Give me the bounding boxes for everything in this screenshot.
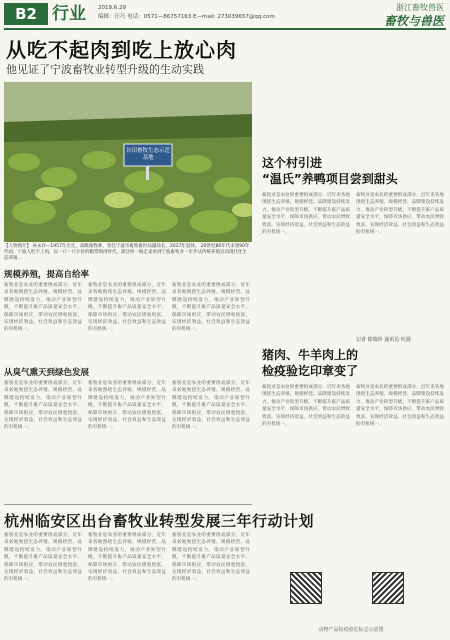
masthead-info [98, 4, 275, 22]
section-name: 行业 [52, 4, 86, 24]
bottom-col-3: 畜牧业是农业的重要组成部分，近年来各地围绕生态养殖、规模经营、品牌建设持续发力，推动产业转型升级，不断提升畜产品质量安全水平，保障市场供应，带动农民增收致富，实现经济效益、社会效益和生态效益的有机统一。 [172, 533, 250, 583]
sidebar-title-2: “温氏”养鸭项目尝到甜头 [262, 172, 398, 186]
lead-photo [4, 82, 252, 242]
masthead-brand [384, 2, 444, 28]
lead-col-2: 畜牧业是农业的重要组成部分，近年来各地围绕生态养殖、规模经营、品牌建设持续发力，推动产业转型升级，不断提升畜产品质量安全水平，保障市场供应，带动农民增收致富，实现经济效益、社会效益和生态效益的有机统一。 [88, 283, 166, 333]
inspection-stamp-image-1 [290, 572, 322, 604]
sidebar-col-2: 畜牧业是农业的重要组成部分，近年来各地围绕生态养殖、规模经营、品牌建设持续发力，推动产业转型升级，不断提升畜产品质量安全水平，保障市场供应，带动农民增收致富，实现经济效益、社会效益和生态效益的有机统一。 [356, 193, 444, 236]
sidebar-title-3: 猪肉、牛羊肉上的 [262, 348, 359, 362]
lead-col-5: 畜牧业是农业的重要组成部分，近年来各地围绕生态养殖、规模经营、品牌建设持续发力，推动产业转型升级，不断提升畜产品质量安全水平，保障市场供应，带动农民增收致富，实现经济效益、社会效益和生态效益的有机统一。 [88, 381, 166, 431]
stamp-caption: 动物产品检疫验讫标志示意图 [318, 627, 384, 633]
lead-headline: 从吃不起肉到吃上放心肉 [6, 38, 237, 62]
bottom-headline: 杭州临安区出台畜牧业转型发展三年行动计划 [4, 512, 315, 530]
divider [4, 504, 252, 505]
sidebar-col-3: 畜牧业是农业的重要组成部分，近年来各地围绕生态养殖、规模经营、品牌建设持续发力，推动产业转型升级，不断提升畜产品质量安全水平，保障市场供应，带动农民增收致富，实现经济效益、社会效益和生态效益的有机统一。 [262, 385, 350, 428]
inspection-stamp-image-2 [372, 572, 404, 604]
sidebar-col-1: 畜牧业是农业的重要组成部分，近年来各地围绕生态养殖、规模经营、品牌建设持续发力，推动产业转型升级，不断提升畜产品质量安全水平，保障市场供应，带动农民增收致富，实现经济效益、社会效益和生态效益的有机统一。 [262, 193, 350, 236]
bottom-col-1: 畜牧业是农业的重要组成部分，近年来各地围绕生态养殖、规模经营、品牌建设持续发力，推动产业转型升级，不断提升畜产品质量安全水平，保障市场供应，带动农民增收致富，实现经济效益、社会效益和生态效益的有机统一。 [4, 533, 82, 583]
section-title-1: 规模养殖，提高自给率 [4, 270, 90, 280]
masthead-date: 2019.6.29 [98, 5, 126, 11]
section-number: B2 [4, 3, 48, 25]
lead-col-1: 畜牧业是农业的重要组成部分，近年来各地围绕生态养殖、规模经营、品牌建设持续发力，推动产业转型升级，不断提升畜产品质量安全水平，保障市场供应，带动农民增收致富，实现经济效益、社会效益和生态效益的有机统一。 [4, 283, 82, 333]
masthead [0, 0, 450, 30]
photo-caption: 【人物图片】 孙永祥—1957年出生，高级畜牧师，曾任宁波市畜牧畜医局副局长。2017年退休。 20世纪80年代末到90年代初，宁波人吃不上肉，以一斤一斤计价的粮票购肉时代。就这样一路走来看到宁波畜牧业一步步从传统养殖迈向现代化生态养殖… [4, 244, 250, 261]
section-title-2: 从臭气熏天到绿色发展 [4, 368, 90, 378]
lead-subheadline: 他见证了宁波畜牧业转型升级的生动实践 [6, 63, 204, 76]
bottom-col-2: 畜牧业是农业的重要组成部分，近年来各地围绕生态养殖、规模经营、品牌建设持续发力，推动产业转型升级，不断提升畜产品质量安全水平，保障市场供应，带动农民增收致富，实现经济效益、社会效益和生态效益的有机统一。 [88, 533, 166, 583]
farm-photo-illustration [4, 82, 252, 242]
brand-logo: 畜牧与兽医 [383, 14, 444, 28]
sidebar-authors-1: 记者 徐瑞珍 通讯员 杜圆 [356, 337, 411, 343]
photo-sign-text: 谷田畜牧生态示范基地 [126, 148, 171, 161]
sidebar-col-4: 畜牧业是农业的重要组成部分，近年来各地围绕生态养殖、规模经营、品牌建设持续发力，推动产业转型升级，不断提升畜产品质量安全水平，保障市场供应，带动农民增收致富，实现经济效益、社会效益和生态效益的有机统一。 [356, 385, 444, 428]
sidebar-title-4: 检疫验讫印章变了 [262, 364, 359, 378]
lead-col-6: 畜牧业是农业的重要组成部分，近年来各地围绕生态养殖、规模经营、品牌建设持续发力，推动产业转型升级，不断提升畜产品质量安全水平，保障市场供应，带动农民增收致富，实现经济效益、社会效益和生态效益的有机统一。 [172, 381, 250, 431]
masthead-rule [4, 28, 446, 30]
masthead-edit: 编辑：汪巧 电话：0571—86757163 E—mail: 273039657@qq.com [98, 14, 275, 20]
lead-col-4: 畜牧业是农业的重要组成部分，近年来各地围绕生态养殖、规模经营、品牌建设持续发力，推动产业转型升级，不断提升畜产品质量安全水平，保障市场供应，带动农民增收致富，实现经济效益、社会效益和生态效益的有机统一。 [4, 381, 82, 431]
brand-small: 浙江畜牧兽医 [396, 3, 444, 12]
sidebar-title-1: 这个村引进 [262, 156, 323, 170]
lead-col-3: 畜牧业是农业的重要组成部分，近年来各地围绕生态养殖、规模经营、品牌建设持续发力，推动产业转型升级，不断提升畜产品质量安全水平，保障市场供应，带动农民增收致富，实现经济效益、社会效益和生态效益的有机统一。 [172, 283, 250, 333]
